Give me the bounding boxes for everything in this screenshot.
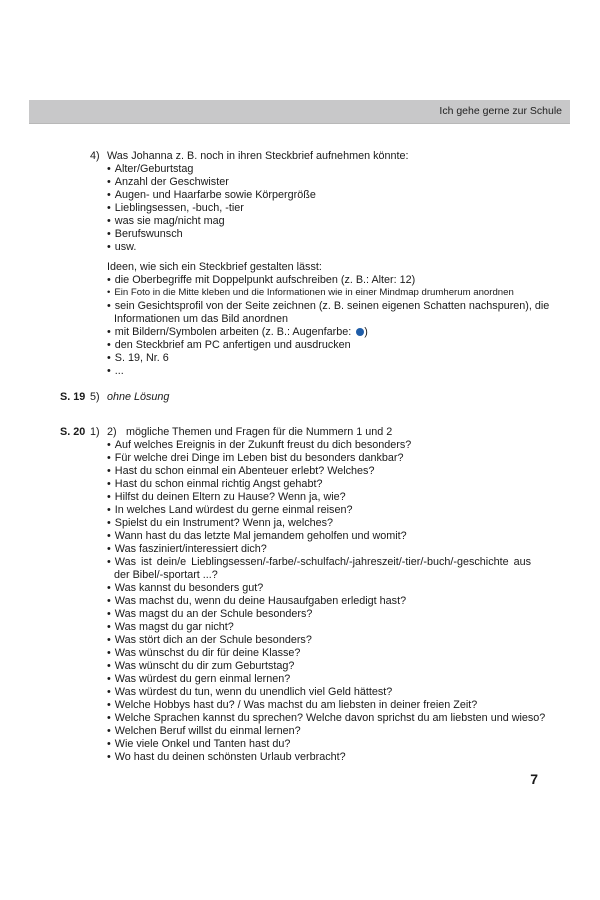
list-item: • Was stört dich an der Schule besonders? bbox=[107, 634, 312, 647]
chapter-title: Ich gehe gerne zur Schule bbox=[439, 105, 562, 117]
list-item: • Was würdest du gern einmal lernen? bbox=[107, 673, 290, 686]
list-item: • Wann hast du das letzte Mal jemandem geholfen und womit? bbox=[107, 530, 407, 543]
list-item: • Berufswunsch bbox=[107, 228, 183, 241]
list-item: • die Oberbegriffe mit Doppelpunkt aufschreiben (z. B.: Alter: 12) bbox=[107, 274, 415, 287]
item-number-1: 1) bbox=[90, 426, 100, 438]
list-item: • In welches Land würdest du gerne einmal reisen? bbox=[107, 504, 352, 517]
section-s20-intro: mögliche Themen und Fragen für die Nummern 1 und 2 bbox=[126, 426, 393, 438]
running-header bbox=[29, 100, 570, 124]
list-item: • Welche Hobbys hast du? / Was machst du am liebsten in deiner freien Zeit? bbox=[107, 699, 477, 712]
list-item: • Hilfst du deinen Eltern zu Hause? Wenn ja, wie? bbox=[107, 491, 346, 504]
list-item: • Was magst du an der Schule besonders? bbox=[107, 608, 312, 621]
list-item: • Augen- und Haarfarbe sowie Körpergröße bbox=[107, 189, 316, 202]
list-item: • Hast du schon einmal ein Abenteuer erlebt? Welches? bbox=[107, 465, 374, 478]
list-item: • Was fasziniert/interessiert dich? bbox=[107, 543, 267, 556]
list-item: • ... bbox=[107, 365, 124, 378]
list-item: • Was wünscht du dir zum Geburtstag? bbox=[107, 660, 294, 673]
list-item: • Welchen Beruf willst du einmal lernen? bbox=[107, 725, 301, 738]
page-reference-s19: S. 19 bbox=[60, 391, 86, 403]
item-number-2: 2) bbox=[107, 426, 117, 438]
list-item: • Wo hast du deinen schönsten Urlaub verbracht? bbox=[107, 751, 346, 764]
list-item: • Für welche drei Dinge im Leben bist du besonders dankbar? bbox=[107, 452, 403, 465]
list-item: • Was wünschst du dir für deine Klasse? bbox=[107, 647, 300, 660]
list-item: • Wie viele Onkel und Tanten hast du? bbox=[107, 738, 290, 751]
item-number-5: 5) bbox=[90, 391, 100, 403]
list-item: • S. 19, Nr. 6 bbox=[107, 352, 169, 365]
list-item: • mit Bildern/Symbolen arbeiten (z. B.: Augenfarbe: ) bbox=[107, 326, 368, 339]
list-item: • Hast du schon einmal richtig Angst gehabt? bbox=[107, 478, 322, 491]
list-item: • Spielst du ein Instrument? Wenn ja, welches? bbox=[107, 517, 333, 530]
list-item: • Ein Foto in die Mitte kleben und die Informationen wie in einer Mindmap drumherum anordnen bbox=[107, 287, 514, 300]
blue-eye-color-dot-icon bbox=[356, 328, 364, 336]
page-number: 7 bbox=[530, 771, 538, 787]
list-item: • Was würdest du tun, wenn du unendlich viel Geld hättest? bbox=[107, 686, 392, 699]
list-item-continuation: Informationen um das Bild anordnen bbox=[114, 313, 289, 325]
page-reference-s20: S. 20 bbox=[60, 426, 86, 438]
no-solution-text: ohne Lösung bbox=[107, 391, 170, 403]
list-item: • Lieblingsessen, -buch, -tier bbox=[107, 202, 244, 215]
list-item: • Was kannst du besonders gut? bbox=[107, 582, 263, 595]
list-item: • usw. bbox=[107, 241, 136, 254]
item-number-4: 4) bbox=[90, 150, 100, 162]
list-item: • Was magst du gar nicht? bbox=[107, 621, 234, 634]
list-item: • Welche Sprachen kannst du sprechen? Welche davon sprichst du am liebsten und wieso? bbox=[107, 712, 545, 725]
list-item: • Anzahl der Geschwister bbox=[107, 176, 229, 189]
list-item: • Was ist dein/e Lieblingsessen/-farbe/-schulfach/-jahreszeit/-tier/-buch/-geschichte aus bbox=[107, 556, 531, 569]
list-item-continuation: der Bibel/-sportart ...? bbox=[114, 569, 218, 581]
list-item: • Was machst du, wenn du deine Hausaufgaben erledigt hast? bbox=[107, 595, 406, 608]
list-item: • Auf welches Ereignis in der Zukunft freust du dich besonders? bbox=[107, 439, 411, 452]
list-item: • den Steckbrief am PC anfertigen und ausdrucken bbox=[107, 339, 351, 352]
ideas-intro: Ideen, wie sich ein Steckbrief gestalten lässt: bbox=[107, 261, 322, 273]
list-item-text: mit Bildern/Symbolen arbeiten (z. B.: Augenfarbe: bbox=[114, 326, 355, 338]
list-item: • Alter/Geburtstag bbox=[107, 163, 193, 176]
list-item: • sein Gesichtsprofil von der Seite zeichnen (z. B. seinen eigenen Schatten nachspuren), die bbox=[107, 300, 549, 313]
list-item: • was sie mag/nicht mag bbox=[107, 215, 225, 228]
section4-intro: Was Johanna z. B. noch in ihren Steckbrief aufnehmen könnte: bbox=[107, 150, 409, 162]
